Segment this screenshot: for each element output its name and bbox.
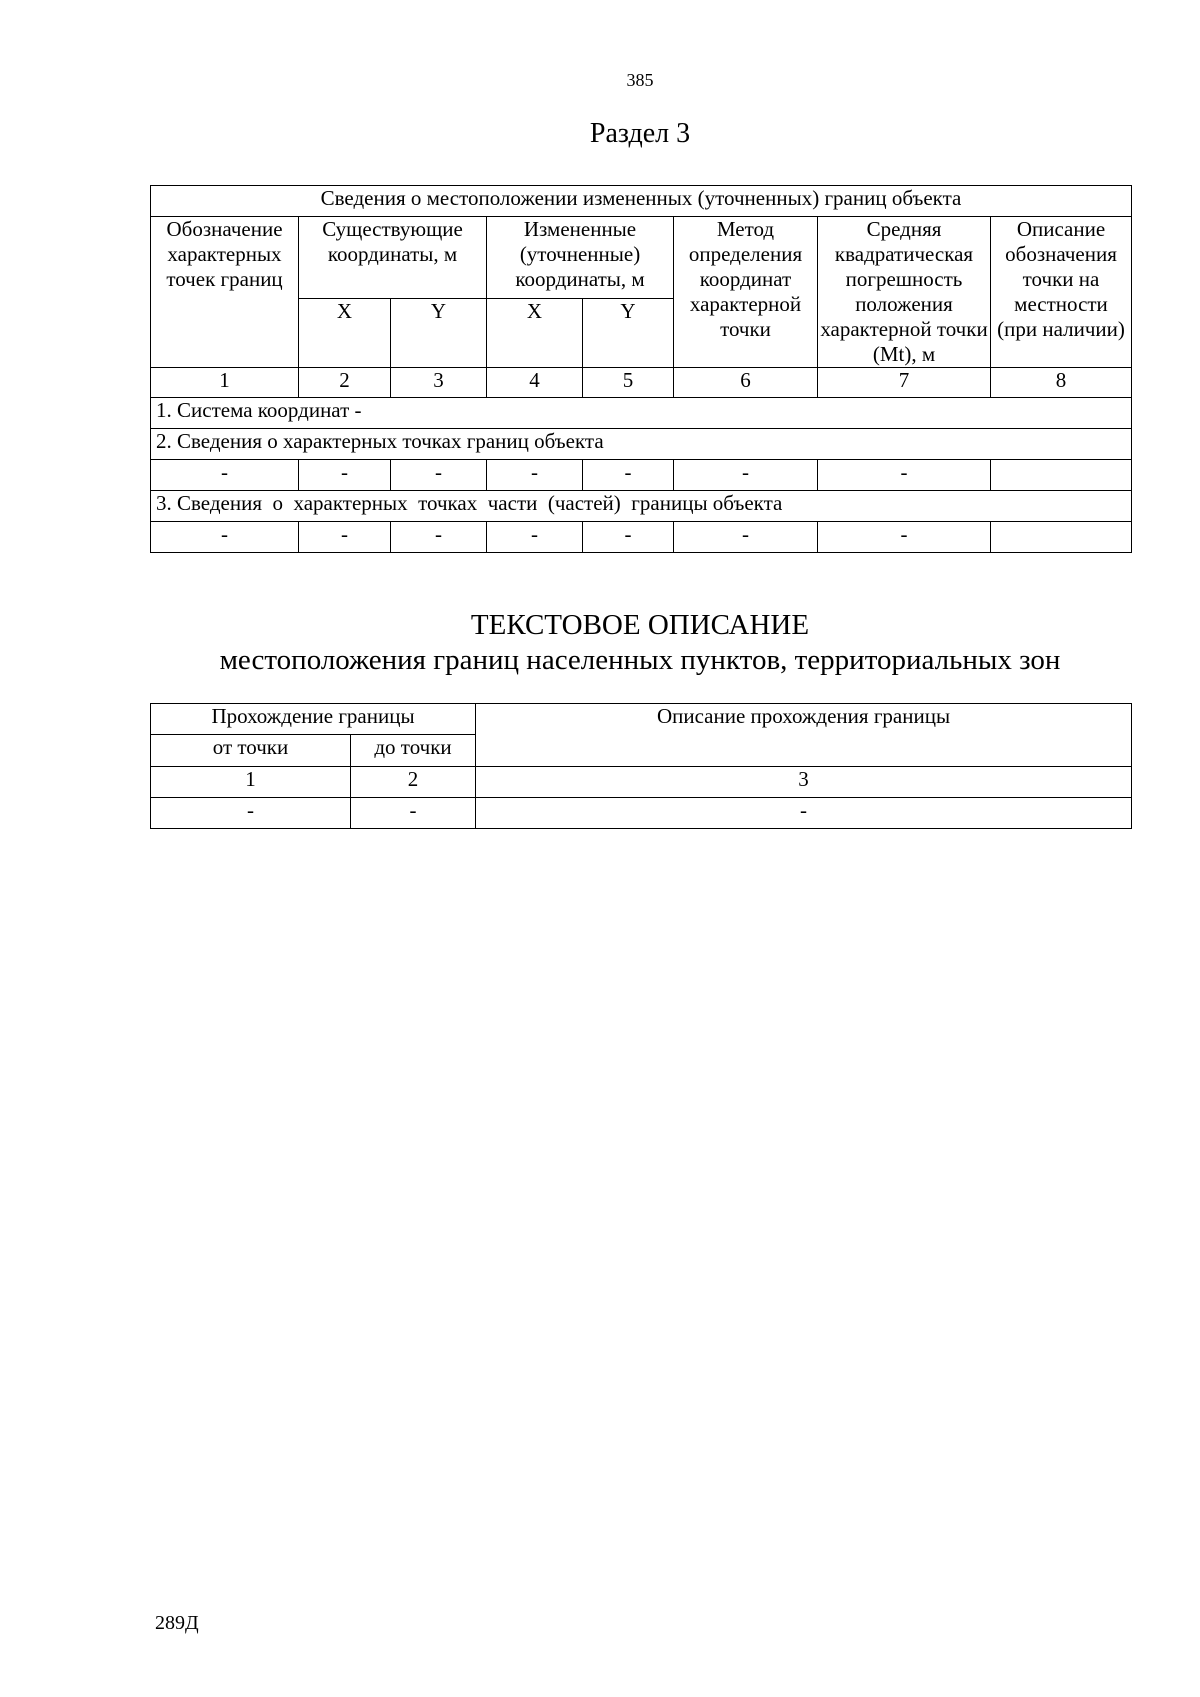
footer-code: 289Д [155,1612,199,1634]
table-cell: - [818,522,991,553]
section2-row: 2. Сведения о характерных точках границ объекта [151,429,1132,460]
table-cell: - [299,460,391,491]
coordinate-system-row: 1. Система координат - [151,398,1132,429]
table-cell: - [674,522,818,553]
table-cell [991,460,1132,491]
header-mean-error: Средняя квадратическая погрешность положения характерной точки (Mt), м [818,217,991,368]
column-number: 1 [151,368,299,398]
text-description-title: ТЕКСТОВОЕ ОПИСАНИЕ [470,609,810,641]
header-existing-coordinates: Существующие координаты, м [299,217,487,299]
column-number: 3 [476,767,1132,798]
header-existing-y: Y [391,298,487,367]
header-boundary-passage: Прохождение границы [151,704,476,735]
column-number: 2 [299,368,391,398]
header-passage-description: Описание прохождения границы [476,704,1132,767]
table-cell: - [391,522,487,553]
header-existing-x: X [299,298,391,367]
text-description-subtitle: местоположения границ населенных пунктов, территориальных зон [219,644,1061,676]
table-cell: - [487,522,583,553]
table-cell [991,522,1132,553]
table-cell: - [583,460,674,491]
table-cell: - [299,522,391,553]
section-title: Раздел 3 [589,118,691,149]
column-number: 1 [151,767,351,798]
header-changed-y: Y [583,298,674,367]
table-cell: - [151,798,351,829]
header-point-description: Описание обозначения точки на местности (при наличии) [991,217,1132,368]
table-title: Сведения о местоположении измененных (уточненных) границ объекта [151,186,1132,217]
column-number: 6 [674,368,818,398]
header-from-point: от точки [151,735,351,767]
table-cell: - [151,522,299,553]
header-method: Метод определения координат характерной точки [674,217,818,368]
table-cell: - [391,460,487,491]
column-number: 8 [991,368,1132,398]
column-number: 5 [583,368,674,398]
table-cell: - [818,460,991,491]
header-point-designation: Обозначение характерных точек границ [151,217,299,368]
page-number: 385 [626,70,654,90]
column-number: 7 [818,368,991,398]
table-cell: - [487,460,583,491]
header-changed-coordinates: Измененные (уточненные) координаты, м [487,217,674,299]
table-cell: - [583,522,674,553]
column-number: 2 [351,767,476,798]
section3-row: 3. Сведения о характерных точках части (частей) границы объекта [151,491,1132,522]
table-cell: - [476,798,1132,829]
boundary-passage-table [150,703,1132,829]
column-number: 3 [391,368,487,398]
header-changed-x: X [487,298,583,367]
table-cell: - [674,460,818,491]
boundary-coordinates-table [150,185,1132,553]
table-cell: - [351,798,476,829]
header-to-point: до точки [351,735,476,767]
column-number: 4 [487,368,583,398]
table-cell: - [151,460,299,491]
